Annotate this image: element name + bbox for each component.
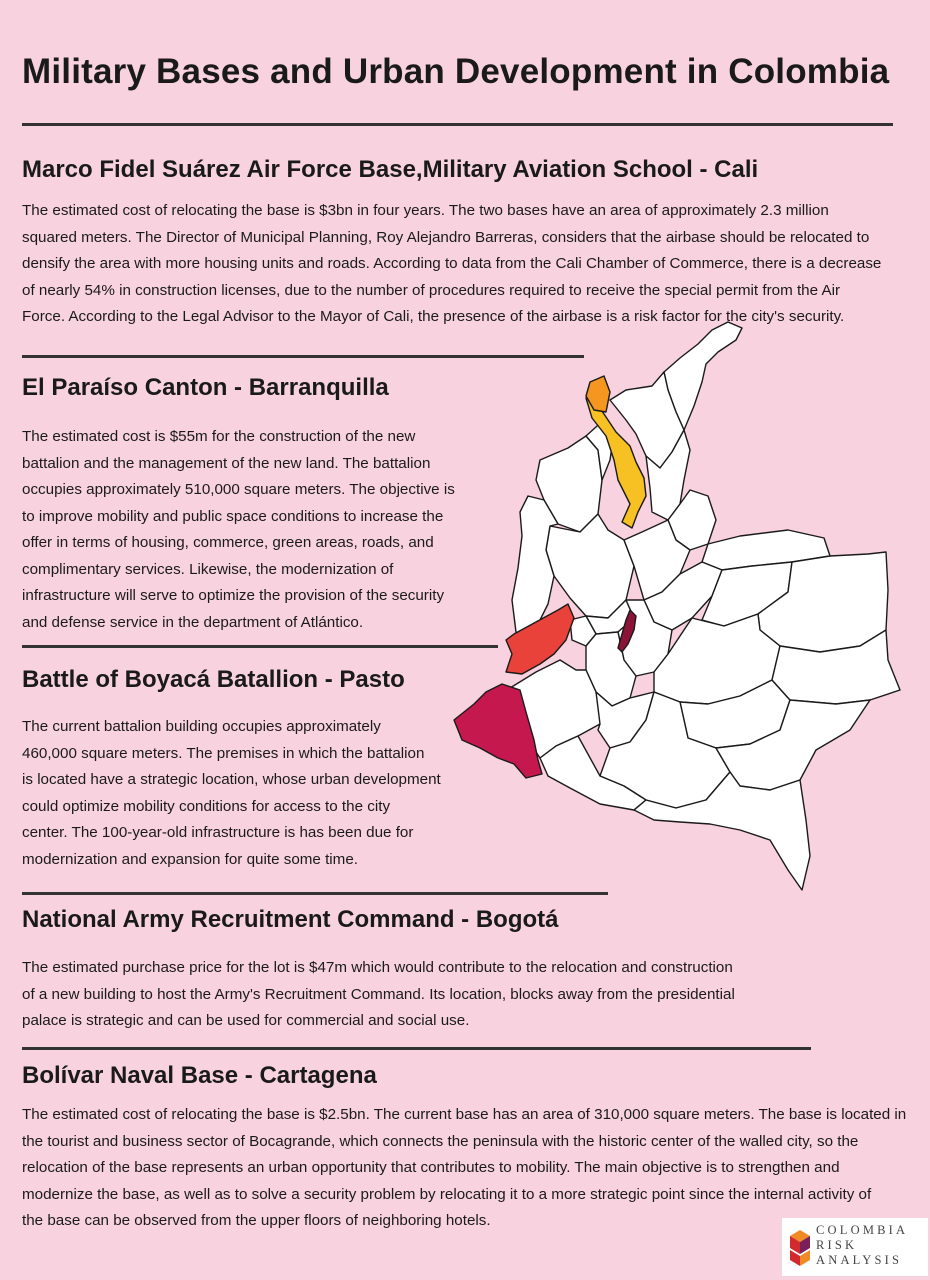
section-body: The estimated cost of relocating the base is $2.5bn. The current base has an area of 310,000 square meters. The base is located in the tourist and business sector of Bocagrande, which connects the peninsula with the historic center of the walled city, so the relocation of the base represents an urban opportunity that contributes to mobility. The main objective is to strengthen and modernize the base, as well as to solve a security problem by relocating it to a more strategic point since the internal activity of the base can be observed from the upper floors of neighboring hotels.: [22, 1106, 907, 1229]
logo-wordmark: COLOMBIA RISK ANALYSIS: [816, 1223, 909, 1267]
section-body: The estimated cost of relocating the base is $3bn in four years. The two bases have an area of approximately 2.3 million squared meters. The Director of Municipal Planning, Roy Alejandro Barreras, considers that the airbase should be relocated to densify the area with more housing units and roads. According to data from the Cali Chamber of Commerce, there is a decrease of nearly 54% in construction licenses, due to the number of procedures required to receive the special permit from the Air Force. According to the Legal Advisor to the Mayor of Cali, the presence of the airbase is a risk factor for the city's security.: [22, 202, 882, 325]
department-antioquia: [546, 514, 634, 618]
section-heading: National Army Recruitment Command - Bogotá: [22, 906, 559, 933]
logo-mark-icon: [788, 1228, 812, 1268]
section-heading: Battle of Boyacá Batallion - Pasto: [22, 666, 405, 693]
section-body: The estimated purchase price for the lot is $47m which would contribute to the relocation and construction of a new building to host the Army's Recruitment Command. Its location, blocks away from the presidential palace is strategic and can be used for commercial and social use.: [22, 959, 735, 1029]
section-heading: El Paraíso Canton - Barranquilla: [22, 374, 389, 401]
page-title: Military Bases and Urban Development in Colombia: [22, 52, 890, 91]
colombia-risk-analysis-logo: [782, 1218, 928, 1276]
section-divider: [22, 645, 498, 648]
colombia-map: [440, 300, 930, 910]
title-divider: [22, 123, 893, 126]
section-body: The estimated cost is $55m for the construction of the new battalion and the management of the new land. The battalion occupies approximately 510,000 square meters. The objective is to improve mobility and public space conditions to increase the offer in terms of housing, commerce, green areas, roads, and complimentary services. Likewise, the modernization of infrastructure will serve to optimize the provision of the security and defense service in the department of Atlántico.: [22, 428, 455, 631]
section-divider: [22, 1047, 811, 1050]
section-heading: Marco Fidel Suárez Air Force Base,Military Aviation School - Cali: [22, 156, 759, 183]
section-heading: Bolívar Naval Base - Cartagena: [22, 1062, 377, 1089]
section-body: The current battalion building occupies approximately 460,000 square meters. The premises in which the battalion is located have a strategic location, whose urban development could optimize mobility conditions for access to the city center. The 100-year-old infrastructure is has been due for modernization and expansion for quite some time.: [22, 718, 441, 868]
